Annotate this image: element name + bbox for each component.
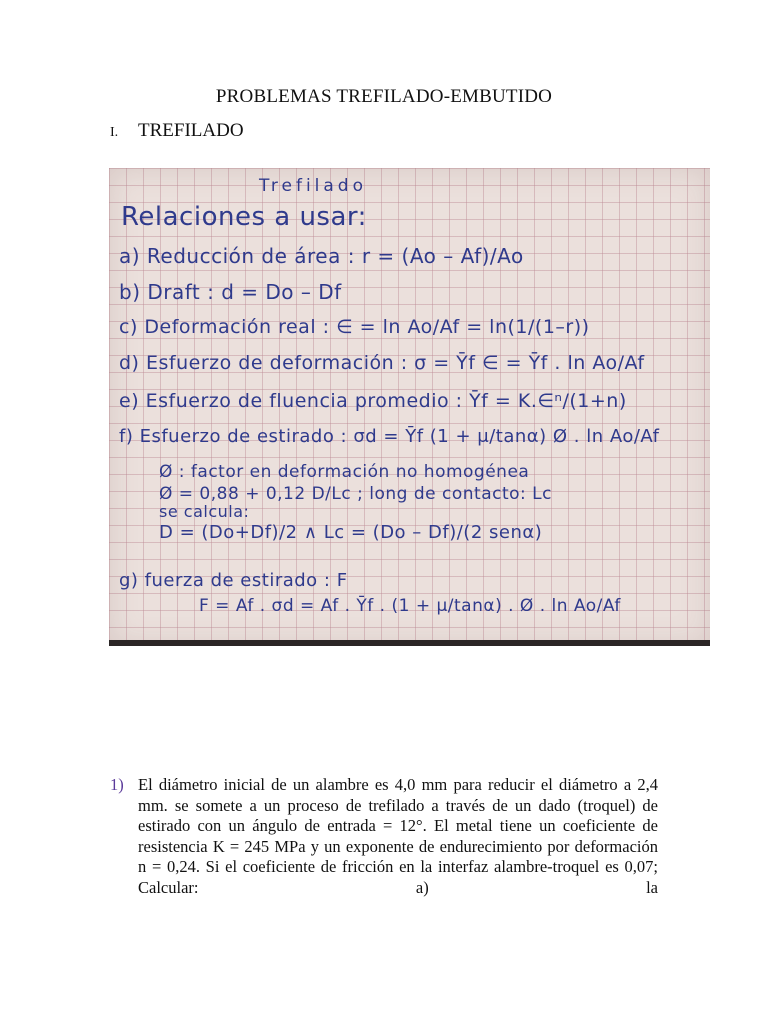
notes-line: D = (Do+Df)/2 ∧ Lc = (Do – Df)/(2 senα) — [159, 522, 543, 543]
notes-line: e) Esfuerzo de fluencia promedio : Ȳf = K.∈ⁿ/(1+n) — [119, 390, 627, 412]
section-title: TREFILADO — [138, 120, 244, 141]
notes-line: g) fuerza de estirado : F — [119, 570, 348, 591]
notes-line: c) Deformación real : ∈ = ln Ao/Af = ln(1/(1–r)) — [119, 316, 590, 338]
notes-line: b) Draft : d = Do – Df — [119, 280, 342, 304]
notes-line: Relaciones a usar: — [121, 202, 367, 232]
document-title: PROBLEMAS TREFILADO-EMBUTIDO — [215, 86, 553, 107]
notes-line: Trefilado — [259, 176, 368, 196]
problem-number: 1) — [110, 775, 124, 794]
notes-line: F = Af . σd = Af . Ȳf . (1 + μ/tanα) . Ø . ln Ao/Af — [199, 596, 621, 616]
section-number: I. — [110, 125, 119, 140]
section-heading — [110, 120, 244, 142]
notes-line: Ø = 0,88 + 0,12 D/Lc ; long de contacto: Lc — [159, 484, 552, 504]
notes-line: f) Esfuerzo de estirado : σd = Ȳf (1 + μ/tanα) Ø . ln Ao/Af — [119, 426, 660, 447]
notes-line: d) Esfuerzo de deformación : σ = Ȳf ∈ = Ȳf . ln Ao/Af — [119, 352, 645, 374]
notes-line: se calcula: — [159, 502, 250, 521]
problem-text: El diámetro inicial de un alambre es 4,0 mm para reducir el diámetro a 2,4 mm. se somete a un proceso de trefilado a través de un dado (troquel) de estirado con un ángulo de entrada = 12°. El metal tiene un coeficiente de resistencia K = 245 MPa y un exponente de endurecimiento por deformación n = 0,24. Si el coeficiente de fricción en la interfaz alambre-troquel es 0,07; Calcular: a) la — [138, 775, 658, 897]
notes-line: Ø : factor en deformación no homogénea — [159, 462, 530, 482]
problem-item — [110, 775, 658, 898]
handwritten-notes-photo — [109, 168, 710, 646]
notes-line: a) Reducción de área : r = (Ao – Af)/Ao — [119, 244, 524, 268]
